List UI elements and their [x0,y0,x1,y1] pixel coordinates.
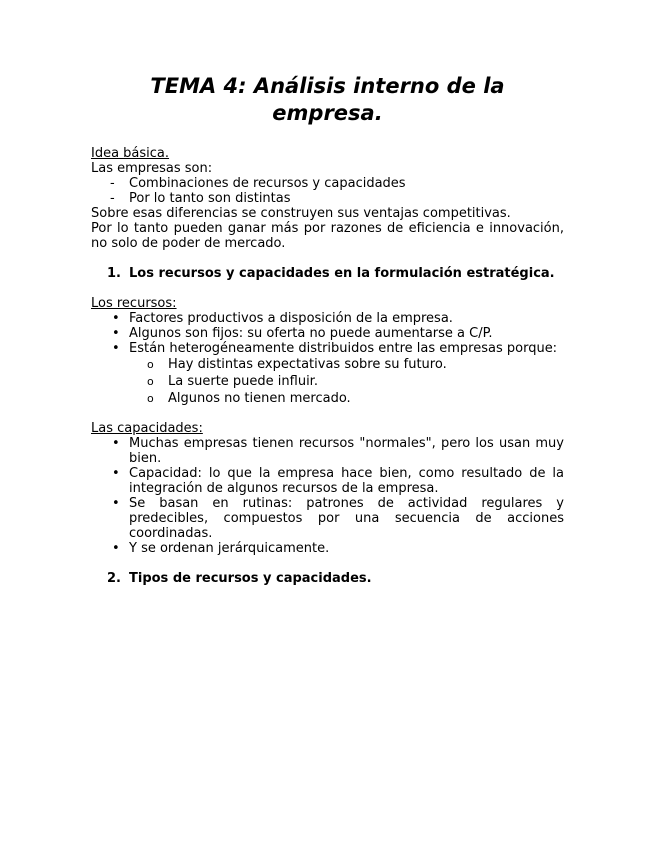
section-1-heading [91,266,564,281]
bullet-marker: • [112,436,120,451]
list-item: • Factores productivos a disposición de la empresa. [112,311,453,326]
list-item: • Capacidad: lo que la empresa hace bien, como resultado de la integración de algunos recursos de la empresa. [112,466,564,496]
document-title [91,73,564,127]
intro-paragraph-2: Por lo tanto pueden ganar más por razones de eficiencia e innovación, no solo de poder de mercado. [91,221,564,251]
recursos-list [91,311,564,356]
intro-paragraph-1: Sobre esas diferencias se construyen sus ventajas competitivas. [91,206,511,221]
bullet-marker: • [112,496,120,511]
list-item: o Hay distintas expectativas sobre su futuro. [147,357,447,372]
intro-lead: Las empresas son: [91,161,213,176]
dash-marker: - [110,191,115,206]
list-item: • Se basan en rutinas: patrones de actividad regulares y predecibles, compuestos por una secuencia de acciones coordinadas. [112,496,564,541]
list-item: - Combinaciones de recursos y capacidades [110,176,406,191]
recursos-sub-list [91,356,564,407]
bullet-marker: • [112,341,120,356]
section-2-heading-text: Tipos de recursos y capacidades. [129,571,372,586]
sub-marker: o [147,358,154,371]
section-1-heading-text: Los recursos y capacidades en la formulación estratégica. [129,266,555,281]
intro-label: Idea básica. [91,146,170,161]
bullet-marker: • [112,326,120,341]
bullet-marker: • [112,311,120,326]
section-1-number: 1. [107,266,121,281]
bullet-marker: • [112,466,120,481]
sub-marker: o [147,375,154,388]
capacidades-list [91,436,564,556]
document-body [91,73,564,586]
list-item: • Y se ordenan jerárquicamente. [112,541,330,556]
list-item: • Muchas empresas tienen recursos "normales", pero los usan muy bien. [112,436,564,466]
list-item: - Por lo tanto son distintas [110,191,291,206]
sub-marker: o [147,392,154,405]
dash-marker: - [110,176,115,191]
list-item: o La suerte puede influir. [147,374,318,389]
bullet-marker: • [112,541,120,556]
recursos-label: Los recursos: [91,296,177,311]
title-line-2: empresa. [272,101,383,125]
intro-dash-list [91,176,564,206]
capacidades-label: Las capacidades: [91,421,203,436]
list-item: • Están heterogéneamente distribuidos entre las empresas porque: [112,341,558,356]
list-item: • Algunos son fijos: su oferta no puede aumentarse a C/P. [112,326,493,341]
list-item: o Algunos no tienen mercado. [147,391,351,406]
section-2-heading [91,571,564,586]
section-2-number: 2. [107,571,121,586]
title-line-1: TEMA 4: Análisis interno de la [150,74,505,98]
